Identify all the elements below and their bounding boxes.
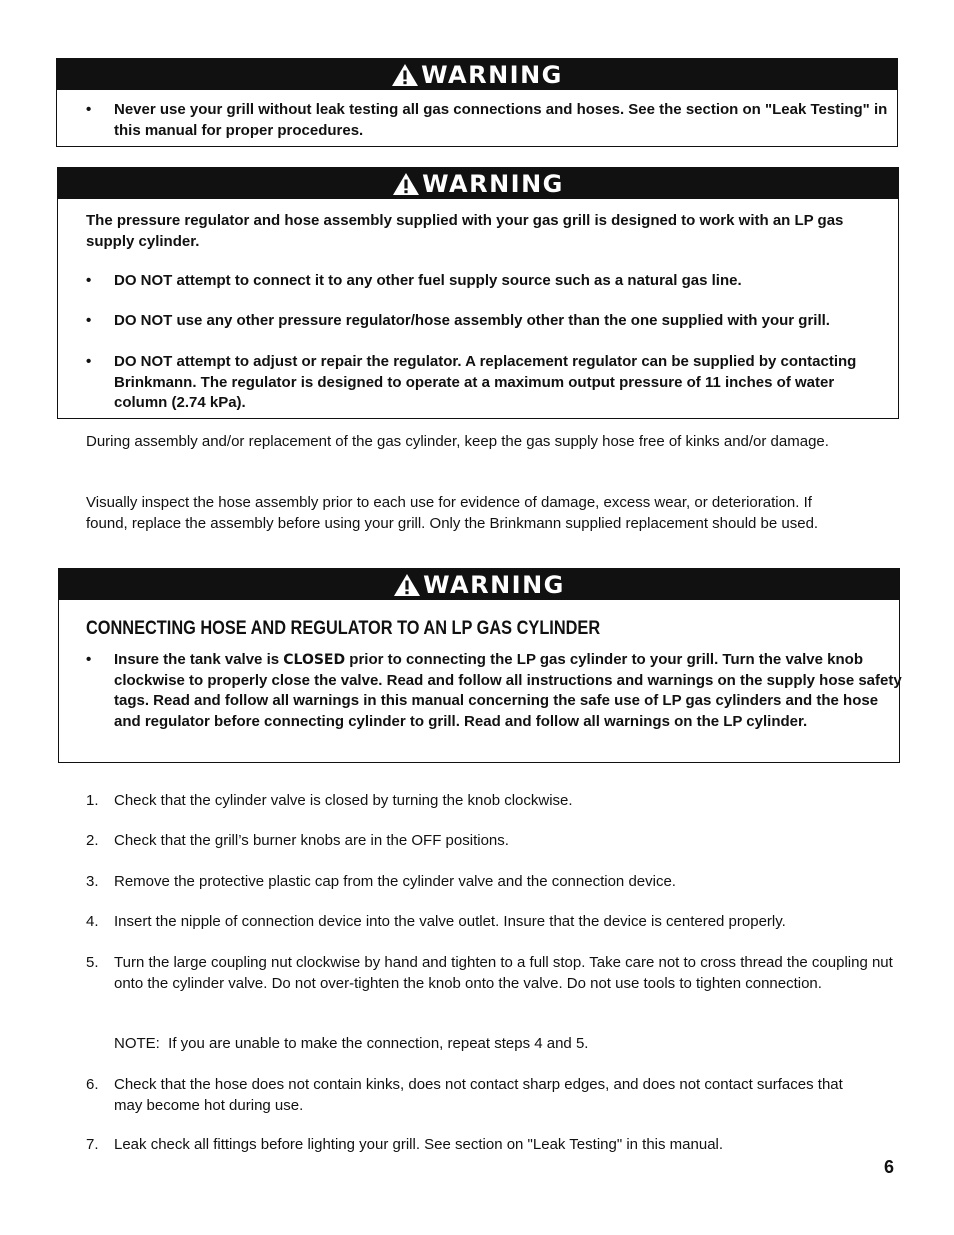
bullet-marker: • [86,101,92,118]
warning-bullet-text: DO NOT attempt to adjust or repair the regulator. A replacement regulator can be supplied by contacting Brinkmann. The regulator is designed to operate at a maximum output pressure of 11 inches of water column (2.74 kPa). [114,353,857,411]
step-item [86,953,904,994]
warning-triangle-icon [391,63,419,87]
bullet-marker: • [86,272,92,289]
warning-bullet [86,650,904,732]
step-item [86,912,914,933]
warning-title: WARNING [421,60,563,89]
warning-bullet [86,100,904,141]
warning-bullet-text: DO NOT use any other pressure regulator/hose assembly other than the one supplied with your grill. [114,312,830,329]
warning-bullet [86,352,884,414]
step-number: 1. [86,792,99,809]
step-number: 2. [86,832,99,849]
step-item [86,1075,874,1116]
step-text: Turn the large coupling nut clockwise by hand and tighten to a full stop. Take care not to cross thread the coupling nut onto the cylinder valve. Do not over-tighten the knob onto the valve. Do not use tools to tighten connection. [114,954,893,992]
warning-bullet-text: DO NOT attempt to connect it to any other fuel supply source such as a natural gas line. [114,272,742,289]
step-text: Check that the grill’s burner knobs are in the OFF positions. [114,832,509,849]
section-heading: CONNECTING HOSE AND REGULATOR TO AN LP GAS CYLINDER [86,618,601,639]
warning-box-1 [56,58,898,147]
step-number: 6. [86,1076,99,1093]
step-number: 5. [86,954,99,971]
warning-bullet [86,311,914,332]
step-item [86,1135,904,1156]
warning-banner [57,59,897,90]
step-item [86,872,904,893]
body-paragraph: Visually inspect the hose assembly prior to each use for evidence of damage, excess wear, or deterioration. If found, replace the assembly before using your grill. Only the Brinkmann supplied replacement should be used. [86,494,819,532]
warning-bullet-text-end: prior to connecting the LP gas cylinder to your grill. Turn the valve knob clockwise to properly close the valve. Read and follow all instructions and warnings on the supply hose safety tags. Read and follow all warnings in this manual concerning the safe use of LP gas cylinders and the hose and regulator before connecting cylinder to grill. Read and follow all warnings on the LP cylinder. [114,651,902,730]
warning-banner [58,168,898,199]
step-item [86,791,904,812]
warning-banner [59,569,899,600]
body-paragraph: During assembly and/or replacement of the gas cylinder, keep the gas supply hose free of kinks and/or damage. [86,433,829,450]
step-number: 7. [86,1136,99,1153]
warning-triangle-icon [392,172,420,196]
step-text: Remove the protective plastic cap from the cylinder valve and the connection device. [114,873,676,890]
step-text: Check that the hose does not contain kinks, does not contact sharp edges, and does not contact surfaces that may become hot during use. [114,1076,843,1114]
step-note: NOTE: If you are unable to make the connection, repeat steps 4 and 5. [114,1035,589,1052]
warning-title: WARNING [423,570,565,599]
page-number: 6 [884,1157,895,1177]
warning-triangle-icon [393,573,421,597]
warning-bullet [86,271,904,292]
bullet-marker: • [86,353,92,370]
step-item [86,831,904,852]
step-text: Leak check all fittings before lighting your grill. See section on "Leak Testing" in this manual. [114,1136,724,1153]
step-text: Insert the nipple of connection device into the valve outlet. Insure that the device is centered properly. [114,913,786,930]
bullet-marker: • [86,651,92,668]
warning-intro: The pressure regulator and hose assembly supplied with your gas grill is designed to work with an LP gas supply cylinder. [86,212,844,250]
warning-bullet-text: Never use your grill without leak testing all gas connections and hoses. See the section on "Leak Testing" in this manual for proper procedures. [114,101,888,139]
warning-bullet-text-start: Insure the tank valve is [114,651,280,668]
closed-emphasis: CLOSED [283,652,346,668]
bullet-marker: • [86,312,92,329]
step-number: 4. [86,913,99,930]
warning-box-3 [58,568,900,763]
step-number: 3. [86,873,99,890]
warning-box-2 [57,167,899,419]
step-text: Check that the cylinder valve is closed by turning the knob clockwise. [114,792,573,809]
warning-title: WARNING [422,169,564,198]
